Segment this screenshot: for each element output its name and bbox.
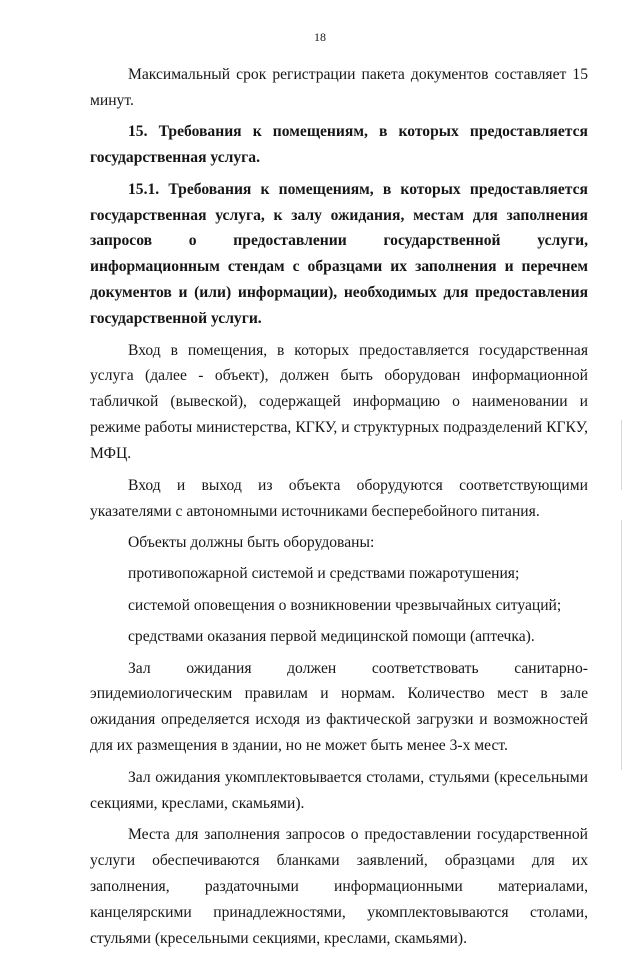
- paragraph-entrance-sign: Вход в помещения, в которых предоставляется государственная услуга (далее - объект), должен быть оборудован информационной табличкой (вывеской), содержащей информацию о наименовании и режиме работы министерства, КГКУ, и структурных подразделений КГКУ, МФЦ.: [90, 341, 588, 463]
- subsection-heading-15-1: 15.1. Требования к помещениям, в которых предоставляется государственная услуга, к залу ожидания, местам для заполнения запросов о предоставлении государственной услуги, информационным стендам с образцами их заполнения и перечнем документов и (или) информации), необходимых для предоставления государственной услуги.: [90, 180, 588, 328]
- paragraph-entrance-exit: Вход и выход из объекта оборудуются соответствующими указателями с автономными источниками бесперебойного питания.: [90, 476, 588, 520]
- paragraph-waiting-hall-norms: Зал ожидания должен соответствовать санитарно-эпидемиологическим правилам и нормам. Количество мест в зале ожидания определяется исходя из фактической загрузки и возможностей для их размещения в здании, но не может быть менее 3-х мест.: [90, 659, 588, 755]
- paragraph-waiting-hall-furniture: Зал ожидания укомплектовывается столами, стульями (кресельными секциями, креслами, скамьями).: [90, 768, 588, 812]
- list-item: средствами оказания первой медицинской помощи (аптечка).: [128, 628, 535, 646]
- page-number: 18: [314, 30, 326, 44]
- document-body: [90, 62, 588, 957]
- section-heading-15: 15. Требования к помещениям, в которых предоставляется государственная услуга.: [90, 123, 588, 167]
- scan-edge-mark: [621, 520, 622, 770]
- list-intro: Объекты должны быть оборудованы:: [128, 533, 375, 551]
- list-item: противопожарной системой и средствами пожаротушения;: [128, 565, 520, 583]
- paragraph-request-places: Места для заполнения запросов о предоставлении государственной услуги обеспечиваются бланками заявлений, образцами для их заполнения, раздаточными информационными материалами, канцелярскими принадлежностями, укомплектовываются столами, стульями (кресельными секциями, креслами, скамьями).: [90, 825, 588, 947]
- list-item: системой оповещения о возникновении чрезвычайных ситуаций;: [128, 596, 562, 614]
- scan-edge-mark: [621, 420, 622, 490]
- paragraph-registration-time: Максимальный срок регистрации пакета документов составляет 15 минут.: [90, 66, 588, 109]
